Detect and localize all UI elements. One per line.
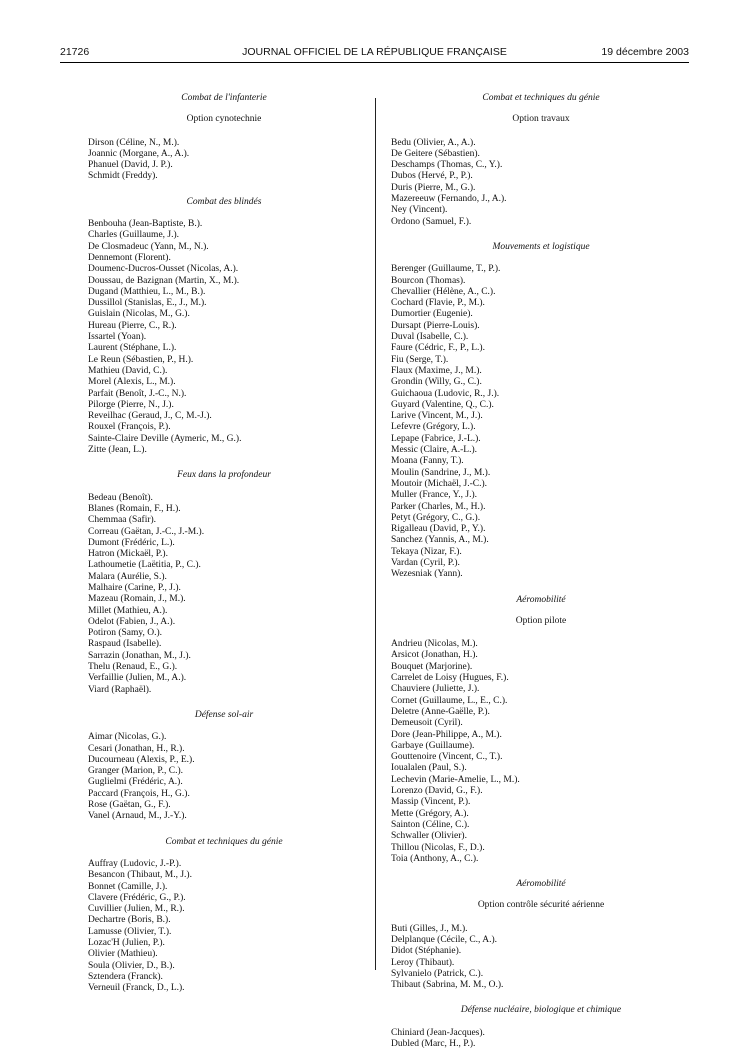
list-item: Fiu (Serge, T.). bbox=[391, 354, 449, 365]
list-item: Massip (Vincent, P.). bbox=[391, 797, 471, 808]
list-section bbox=[391, 1005, 691, 1050]
list-item: Rose (Gaëtan, G., F.). bbox=[88, 800, 171, 811]
list-section bbox=[391, 595, 691, 866]
list-item: Joannic (Morgane, A., A.). bbox=[88, 148, 190, 159]
list-item: Besancon (Thibaut, M., J.). bbox=[88, 870, 192, 881]
list-item: Lepape (Fabrice, J.-L.). bbox=[391, 433, 481, 444]
list-section bbox=[88, 470, 360, 696]
list-item: Berenger (Guillaume, T., P.). bbox=[391, 264, 501, 275]
list-item: Zitte (Jean, L.). bbox=[88, 445, 147, 456]
list-item: Bourcon (Thomas). bbox=[391, 275, 466, 286]
list-item: Mette (Grégory, A.). bbox=[391, 808, 469, 819]
list-item: Auffray (Ludovic, J.-P.). bbox=[88, 858, 182, 869]
section-gap bbox=[88, 823, 360, 837]
name-list bbox=[391, 138, 691, 228]
list-item: Faure (Cédric, F., P., L.). bbox=[391, 343, 485, 354]
list-item: Doussau, de Bazignan (Martin, X., M.). bbox=[88, 275, 240, 286]
list-item: Rouxel (François, P.). bbox=[88, 422, 171, 433]
list-item: Delplanque (Cécile, C., A.). bbox=[391, 935, 498, 945]
section-heading: Combat et techniques du génie bbox=[165, 836, 283, 847]
list-item: Toia (Anthony, A., C.). bbox=[391, 853, 479, 864]
list-item: Chevallier (Hélène, A., C.). bbox=[391, 286, 496, 297]
section-gap bbox=[88, 456, 360, 470]
name-list bbox=[88, 859, 360, 995]
right-column bbox=[391, 93, 691, 1050]
list-item: Cesari (Jonathan, H., R.). bbox=[88, 743, 185, 754]
section-heading: Combat de l'infanterie bbox=[181, 93, 267, 103]
list-item: Didot (Stéphanie). bbox=[391, 946, 462, 957]
list-item: Blanes (Romain, F., H.). bbox=[88, 503, 181, 514]
section-gap bbox=[88, 696, 360, 710]
list-item: Guyard (Valentine, Q., C.). bbox=[391, 399, 494, 410]
list-item: Muller (France, Y., J.). bbox=[391, 490, 478, 501]
list-item: Ducourneau (Alexis, P., E.). bbox=[88, 754, 195, 765]
list-item: Moulin (Sandrine, J., M.). bbox=[391, 467, 491, 478]
list-item: Dore (Jean-Philippe, A., M.). bbox=[391, 729, 502, 740]
section-heading: Combat et techniques du génie bbox=[482, 93, 600, 103]
header-rule bbox=[60, 62, 689, 63]
name-list bbox=[88, 138, 360, 183]
name-list bbox=[88, 219, 360, 456]
section-option: Option contrôle sécurité aérienne bbox=[477, 900, 605, 911]
list-item: Pilorge (Pierre, N., J.). bbox=[88, 399, 174, 410]
list-item: Vanel (Arnaud, M., J.-Y.). bbox=[88, 811, 187, 822]
list-section bbox=[88, 710, 360, 823]
list-item: Sarrazin (Jonathan, M., J.). bbox=[88, 650, 191, 661]
list-item: Deschamps (Thomas, C., Y.). bbox=[391, 160, 503, 171]
name-list bbox=[391, 1028, 691, 1050]
list-item: Dennemont (Florent). bbox=[88, 252, 171, 263]
list-item: Parfait (Benoît, J.-C., N.). bbox=[88, 388, 187, 399]
list-item: Leroy (Thibaut). bbox=[391, 957, 455, 968]
list-item: Raspaud (Isabelle). bbox=[88, 639, 162, 650]
list-item: Sainte-Claire Deville (Aymeric, M., G.). bbox=[88, 433, 242, 444]
list-item: Moutoir (Michaël, J.-C.). bbox=[391, 478, 488, 489]
list-item: Dubled (Marc, H., P.). bbox=[391, 1039, 476, 1050]
page-number: 21726 bbox=[60, 46, 90, 58]
list-item: Carrelet de Loisy (Hugues, F.). bbox=[391, 673, 509, 684]
section-heading: Mouvements et logistique bbox=[492, 241, 590, 252]
list-item: Verneuil (Franck, D., L.). bbox=[88, 983, 185, 994]
section-option: Option pilote bbox=[515, 615, 567, 626]
list-item: Potiron (Samy, O.). bbox=[88, 628, 163, 639]
list-item: Ney (Vincent). bbox=[391, 205, 448, 216]
list-item: Duval (Isabelle, C.). bbox=[391, 332, 469, 343]
list-item: Olivier (Mathieu). bbox=[88, 949, 158, 960]
list-item: Malara (Aurélie, S.). bbox=[88, 571, 167, 582]
list-section bbox=[391, 879, 691, 991]
list-item: Cuvillier (Julien, M., R.). bbox=[88, 904, 185, 915]
list-item: Larive (Vincent, M., J.). bbox=[391, 411, 483, 422]
name-list bbox=[88, 493, 360, 696]
list-item: Bedeau (Benoît). bbox=[88, 492, 153, 503]
list-item: Lathoumetie (Laëtitia, P., C.). bbox=[88, 560, 201, 571]
list-item: Sylvanielo (Patrick, C.). bbox=[391, 968, 484, 979]
list-item: Thelu (Renaud, E., G.). bbox=[88, 662, 178, 673]
list-item: Dubos (Hervé, P., P.). bbox=[391, 171, 473, 182]
list-item: Lorenzo (David, G., F.). bbox=[391, 786, 483, 797]
list-item: Hatron (Mickaël, P.). bbox=[88, 549, 168, 560]
list-item: Andrieu (Nicolas, M.). bbox=[391, 639, 478, 650]
journal-title: JOURNAL OFFICIEL DE LA RÉPUBLIQUE FRANÇAISE bbox=[242, 46, 507, 58]
list-item: Garbaye (Guillaume). bbox=[391, 740, 475, 751]
section-heading: Feux dans la profondeur bbox=[177, 470, 271, 481]
list-item: Rigalleau (David, P., Y.). bbox=[391, 524, 486, 535]
list-item: Schmidt (Freddy). bbox=[88, 171, 158, 182]
list-item: Dugand (Matthieu, L., M., B.). bbox=[88, 286, 206, 297]
list-section bbox=[88, 93, 360, 183]
list-item: Sztendera (Franck). bbox=[88, 971, 163, 982]
list-item: Hureau (Pierre, C., R.). bbox=[88, 320, 177, 331]
list-item: Bouquet (Marjorine). bbox=[391, 661, 473, 672]
list-item: Arsicot (Jonathan, H.). bbox=[391, 650, 478, 661]
list-section bbox=[391, 242, 691, 581]
list-item: Dumortier (Eugenie). bbox=[391, 309, 473, 320]
name-list bbox=[391, 264, 691, 580]
issue-date: 19 décembre 2003 bbox=[601, 46, 689, 58]
list-item: Charles (Guillaume, J.). bbox=[88, 230, 180, 241]
list-item: Messic (Claire, A.-L.). bbox=[391, 445, 478, 456]
section-heading: Aéromobilité bbox=[516, 594, 566, 605]
list-item: Buti (Gilles, J., M.). bbox=[391, 923, 468, 934]
list-item: Soula (Olivier, D., B.). bbox=[88, 960, 175, 971]
list-item: Gouttenoire (Vincent, C., T.). bbox=[391, 752, 503, 763]
list-item: Guislain (Nicolas, M., G.). bbox=[88, 309, 190, 320]
list-item: Reveilhac (Geraud, J., C, M.-J.). bbox=[88, 411, 212, 422]
list-item: Granger (Marion, P., C.). bbox=[88, 766, 183, 777]
list-item: Guichaoua (Ludovic, R., J.). bbox=[391, 388, 500, 399]
page-header bbox=[60, 46, 689, 62]
column-divider bbox=[375, 98, 376, 970]
name-list bbox=[391, 639, 691, 865]
list-item: Grondin (Willy, G., C.). bbox=[391, 377, 482, 388]
list-item: Mazeau (Romain, J., M.). bbox=[88, 594, 186, 605]
section-option: Option cynotechnie bbox=[186, 114, 262, 125]
list-item: Aimar (Nicolas, G.). bbox=[88, 732, 167, 743]
list-item: Mathieu (David, C.). bbox=[88, 365, 168, 376]
list-item: Verfaillie (Julien, M., A.). bbox=[88, 673, 187, 684]
list-item: Clavere (Frédéric, G., P.). bbox=[88, 892, 186, 903]
list-item: Laurent (Stéphane, L.). bbox=[88, 343, 177, 354]
name-list bbox=[391, 924, 691, 992]
list-item: Lozac'H (Julien, P.). bbox=[88, 938, 165, 948]
list-item: Morel (Alexis, L., M.). bbox=[88, 377, 176, 388]
list-item: Wezesniak (Yann). bbox=[391, 569, 463, 580]
list-item: Paccard (François, H., G.). bbox=[88, 788, 190, 799]
list-item: Chiniard (Jean-Jacques). bbox=[391, 1027, 485, 1038]
list-item: De Closmadeuc (Yann, M., N.). bbox=[88, 241, 209, 252]
list-item: Dumont (Frédéric, L.). bbox=[88, 537, 175, 548]
list-item: Lefevre (Grégory, L.). bbox=[391, 422, 476, 433]
list-item: Dechartre (Boris, B.). bbox=[88, 915, 171, 926]
list-section bbox=[88, 837, 360, 995]
section-gap bbox=[391, 228, 691, 242]
list-item: Dirson (Céline, N., M.). bbox=[88, 137, 180, 148]
section-gap bbox=[88, 183, 360, 197]
list-item: Correau (Gaëtan, J.-C., J.-M.). bbox=[88, 526, 205, 537]
list-item: Le Reun (Sébastien, P., H.). bbox=[88, 354, 194, 365]
list-item: Dussillol (Stanislas, E., J., M.). bbox=[88, 298, 207, 309]
list-item: Malhaire (Carine, P., J.). bbox=[88, 582, 181, 593]
section-gap bbox=[391, 991, 691, 1005]
list-item: Sainton (Céline, C.). bbox=[391, 819, 470, 830]
list-item: Bonnet (Camille, J.). bbox=[88, 881, 168, 892]
list-item: Vardan (Cyril, P.). bbox=[391, 557, 460, 568]
list-item: De Geitere (Sébastien). bbox=[391, 148, 480, 159]
list-item: Guglielmi (Frédéric, A.). bbox=[88, 777, 183, 788]
list-item: Lechevin (Marie-Amelie, L., M.). bbox=[391, 774, 520, 785]
list-item: Schwaller (Olivier). bbox=[391, 831, 467, 842]
list-item: Chemmaa (Safir). bbox=[88, 515, 157, 526]
list-item: Benbouha (Jean-Baptiste, B.). bbox=[88, 219, 203, 230]
list-item: Thillou (Nicolas, F., D.). bbox=[391, 842, 485, 853]
list-item: Chauviere (Juliette, J.). bbox=[391, 684, 480, 695]
left-column bbox=[88, 93, 360, 994]
list-item: Cochard (Flavie, P., M.). bbox=[391, 298, 485, 309]
list-section bbox=[88, 197, 360, 457]
list-section bbox=[391, 93, 691, 228]
list-item: Viard (Raphaël). bbox=[88, 684, 152, 695]
list-item: Tekaya (Nizar, F.). bbox=[391, 546, 462, 557]
section-gap bbox=[391, 581, 691, 595]
list-item: Duris (Pierre, M., G.). bbox=[391, 182, 476, 193]
list-item: Cornet (Guillaume, L., E., C.). bbox=[391, 695, 508, 706]
list-item: Doumenc-Ducros-Ousset (Nicolas, A.). bbox=[88, 264, 239, 275]
list-item: Millet (Mathieu, A.). bbox=[88, 605, 168, 616]
list-item: Thibaut (Sabrina, M. M., O.). bbox=[391, 980, 504, 991]
list-item: Demeusoit (Cyril). bbox=[391, 718, 463, 729]
list-item: Bedu (Olivier, A., A.). bbox=[391, 137, 476, 148]
list-item: Mazereeuw (Fernando, J., A.). bbox=[391, 194, 507, 205]
section-heading: Défense nucléaire, biologique et chimique bbox=[460, 1005, 622, 1016]
list-item: Moana (Fanny, T.). bbox=[391, 456, 464, 467]
list-item: Petyt (Grégory, C., G.). bbox=[391, 512, 481, 523]
list-item: Lamusse (Olivier, T.). bbox=[88, 926, 172, 937]
list-item: Phanuel (David, J. P.). bbox=[88, 160, 173, 171]
list-item: Odelot (Fabien, J., A.). bbox=[88, 616, 176, 627]
list-item: Dursapt (Pierre-Louis). bbox=[391, 320, 480, 331]
list-item: Flaux (Maxime, J., M.). bbox=[391, 365, 482, 376]
list-item: Deletre (Anne-Gaëlle, P.). bbox=[391, 706, 490, 717]
section-option: Option travaux bbox=[512, 114, 570, 125]
list-item: Sanchez (Yannis, A., M.). bbox=[391, 535, 489, 546]
list-item: Parker (Charles, M., H.). bbox=[391, 501, 486, 512]
list-item: Issartel (Yoan). bbox=[88, 332, 147, 343]
section-heading: Combat des blindés bbox=[186, 196, 262, 207]
section-heading: Défense sol-air bbox=[194, 709, 254, 720]
section-heading: Aéromobilité bbox=[516, 879, 566, 890]
list-item: Ordono (Samuel, F.). bbox=[391, 216, 472, 227]
name-list bbox=[88, 732, 360, 822]
list-item: Ioualalen (Paul, S.). bbox=[391, 763, 467, 774]
section-gap bbox=[391, 865, 691, 879]
